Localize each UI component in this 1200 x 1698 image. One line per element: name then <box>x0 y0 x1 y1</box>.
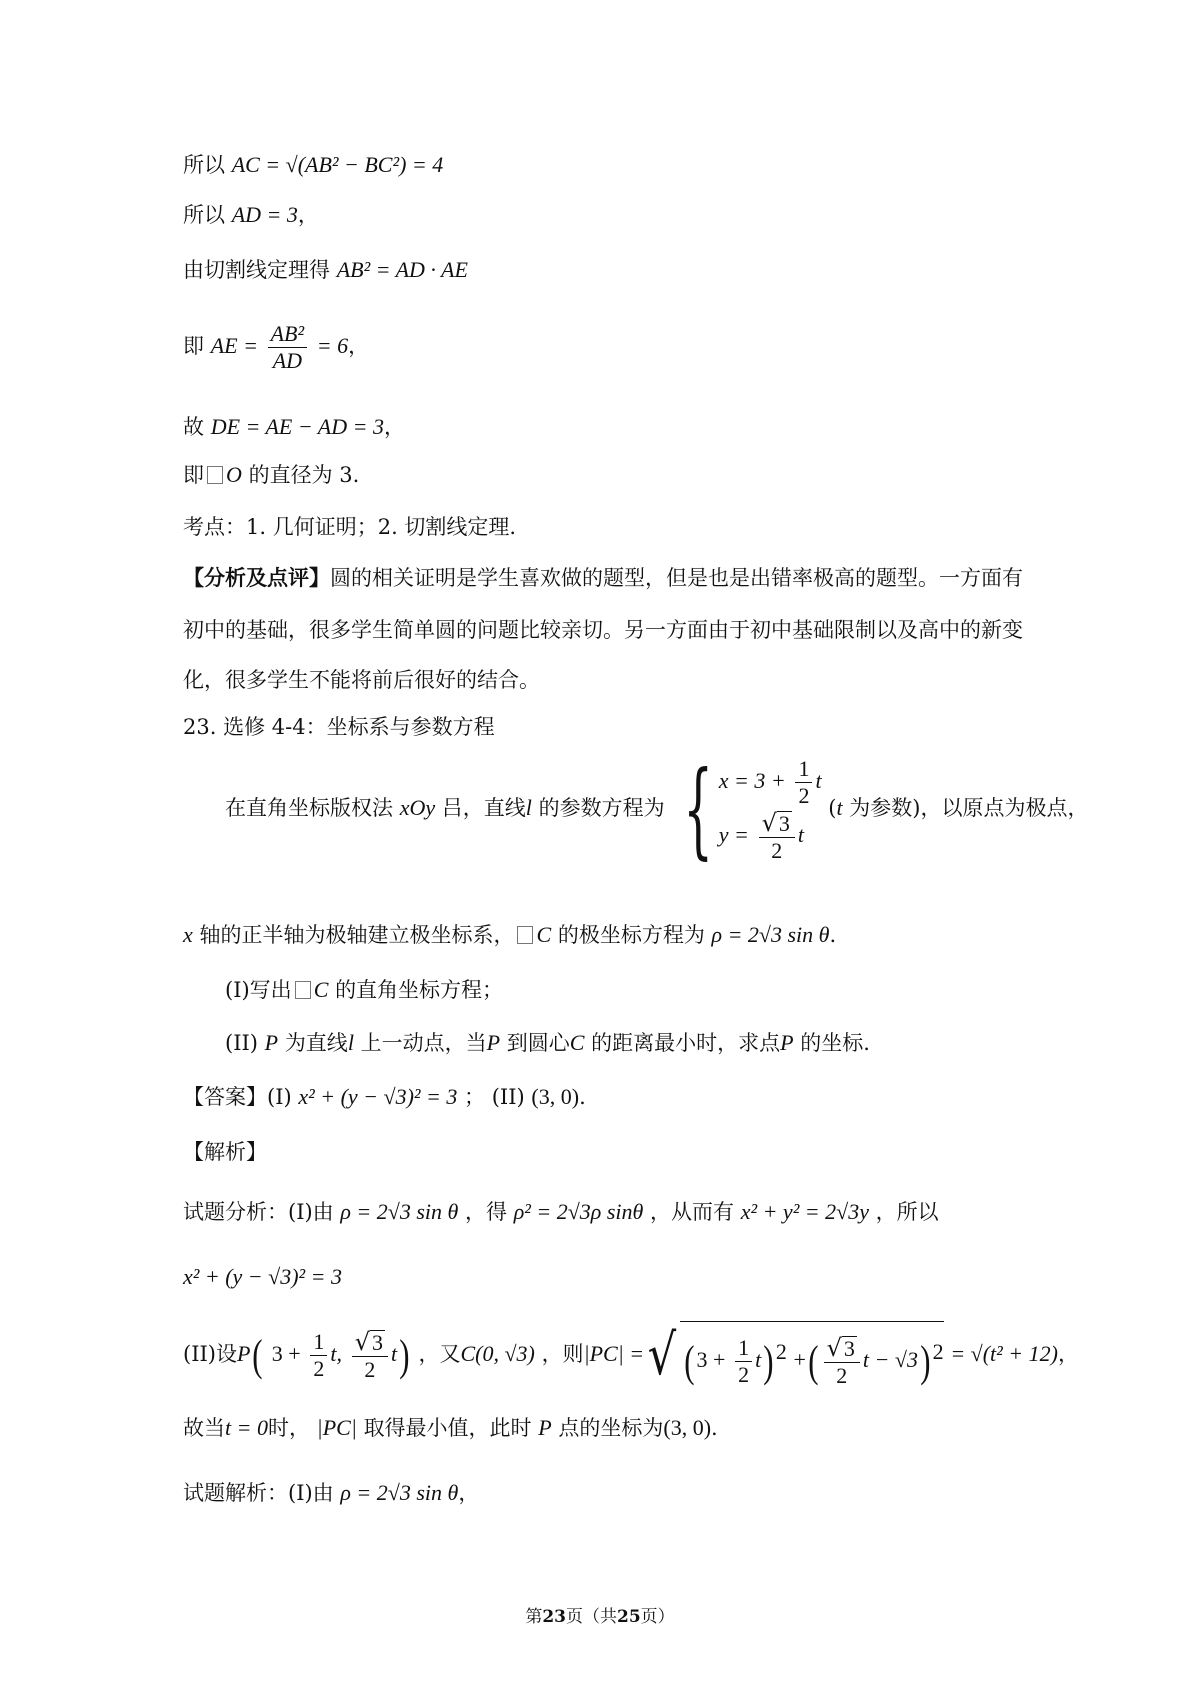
text: 所以 <box>183 153 225 177</box>
formula-point: (3, 0) <box>663 1415 712 1440</box>
paren-open: ( <box>684 1336 695 1386</box>
solution-line-secant <box>183 255 468 285</box>
var-t: t <box>815 768 822 793</box>
text: 由切割线定理得 <box>183 258 330 282</box>
text: 为直线 <box>284 1031 348 1055</box>
var-l: l <box>347 1030 354 1055</box>
paren-close: ) <box>920 1336 931 1386</box>
equation-x <box>719 755 822 809</box>
text: (II) <box>225 1031 258 1055</box>
text: 圆的相关证明是学生喜欢做的题型，但是也是出错率极高的题型。一方面有 <box>330 566 1023 590</box>
formula-ae-rhs: = 6 <box>316 333 349 358</box>
text: 取得最小值，此时 <box>363 1416 532 1440</box>
circle-symbol-icon <box>517 926 533 944</box>
formula-c: C(0, √3) <box>460 1341 535 1366</box>
formula-circle: x² + (y − √3)² = 3 <box>183 1264 342 1289</box>
fraction-denominator: AD <box>272 348 303 373</box>
fraction-sqrt3-2 <box>759 810 795 864</box>
solution-line-ae <box>183 318 369 374</box>
var-p: P <box>236 1341 251 1366</box>
text: 故当 <box>183 1416 225 1440</box>
radical-icon: √ <box>647 1322 677 1388</box>
var-xoy: xOy <box>399 794 436 820</box>
text: 的坐标. <box>800 1031 870 1055</box>
question-23-part-2 <box>225 1028 870 1058</box>
answer-eq-2: (3, 0) <box>531 1084 580 1109</box>
formula: t = 0 <box>225 1415 268 1440</box>
circle-name: O <box>226 462 242 487</box>
text: 所以 <box>183 203 225 227</box>
page-footer <box>0 1602 1200 1627</box>
radical-icon: √ <box>354 1327 370 1356</box>
text: 即 <box>183 463 204 487</box>
analysis-line-5 <box>183 1478 479 1508</box>
var-p: P <box>264 1030 279 1055</box>
formula-pc: |PC| = <box>583 1341 645 1366</box>
fraction-numerator: AB² <box>268 321 307 348</box>
var-p: P <box>538 1415 552 1440</box>
text: 在直角坐标版权法 <box>225 795 393 820</box>
plus: + <box>793 1347 806 1372</box>
fraction <box>735 1335 752 1388</box>
analysis-line-1 <box>183 1197 939 1227</box>
text: 3 + <box>271 1341 301 1366</box>
punct: ， <box>297 203 319 227</box>
analysis-line-2 <box>183 1262 342 1292</box>
formula-result: = √(t² + 12) <box>950 1341 1058 1366</box>
formula: ρ = 2√3 sin θ <box>340 1480 459 1505</box>
punct: ， <box>458 1481 480 1505</box>
paren-close: ) <box>763 1336 774 1386</box>
text: 试题解析：(I)由 <box>183 1481 334 1505</box>
text: 的参数方程为 <box>538 795 665 820</box>
var-p: P <box>486 1030 501 1055</box>
text: 页（共 <box>566 1607 617 1627</box>
exponent: 2 <box>932 1339 944 1364</box>
text: 即 <box>183 334 204 358</box>
text: t − √3 <box>862 1347 918 1372</box>
answer-line <box>183 1082 586 1112</box>
radical-icon: √ <box>761 808 777 837</box>
radical-icon: √ <box>826 1333 842 1362</box>
param-note: (t 为参数)，以原点为极点， <box>828 794 1089 820</box>
text: (II) <box>491 1085 525 1109</box>
paren-open: ( <box>252 1330 263 1380</box>
text: 轴的正半轴为极轴建立极坐标系， <box>199 923 515 947</box>
fraction <box>352 1329 388 1383</box>
fraction-denominator: 2 <box>738 1362 750 1387</box>
text: ，得 <box>465 1200 508 1224</box>
text: t, <box>330 1341 343 1366</box>
fraction-denominator: 2 <box>771 837 783 863</box>
answer-eq-1: x² + (y − √3)² = 3 <box>298 1084 458 1109</box>
eq-x-lhs: x = 3 + <box>718 768 786 793</box>
jiexi-label: 【解析】 <box>183 1140 267 1164</box>
formula-pc: |PC| <box>316 1415 357 1440</box>
analysis-line-4 <box>183 1413 718 1443</box>
radicand: 3 <box>372 1329 383 1355</box>
text: (I)写出 <box>225 978 292 1002</box>
text: 上一动点，当 <box>360 1031 487 1055</box>
text: ，从而有 <box>650 1200 735 1224</box>
analysis-line-3 <box>183 1316 1079 1392</box>
comment-line-1 <box>183 563 1023 593</box>
text: (II)设 <box>183 1342 237 1366</box>
fraction-numerator: 1 <box>795 756 812 783</box>
var-l: l <box>525 794 532 820</box>
circle-symbol-icon <box>295 981 311 999</box>
fraction <box>310 1329 327 1382</box>
fraction-numerator <box>759 810 795 838</box>
formula: ρ = 2√3 sin θ <box>340 1199 459 1224</box>
fraction-numerator: 1 <box>735 1335 752 1362</box>
text: 页） <box>640 1607 675 1627</box>
text: 第 <box>525 1607 543 1627</box>
formula-ad: AD = 3 <box>231 202 298 227</box>
formula: x² + y² = 2√3y <box>740 1199 869 1224</box>
distance-radicand <box>680 1321 944 1390</box>
punct: . <box>711 1416 718 1440</box>
kaodian: 考点：1. 几何证明；2. 切割线定理. <box>183 515 517 539</box>
text: 时， <box>267 1416 310 1440</box>
text: 吕，直线 <box>441 795 526 820</box>
var-t: t <box>755 1347 762 1372</box>
fraction-1-2 <box>795 756 812 809</box>
left-brace: { <box>682 748 713 871</box>
text: ，又 <box>418 1342 461 1366</box>
radicand: 3 <box>843 1335 855 1361</box>
var-p: P <box>780 1030 794 1055</box>
fraction-numerator: 1 <box>310 1329 327 1356</box>
text: 故 <box>183 415 204 439</box>
var-t: t <box>836 794 843 820</box>
question-23-intro <box>225 748 1089 871</box>
exponent: 2 <box>775 1339 787 1364</box>
page-number: 23 <box>542 1607 566 1627</box>
punct: ， <box>1057 1342 1079 1366</box>
punct: . <box>579 1085 586 1109</box>
text: 3 + <box>696 1347 726 1372</box>
fraction-numerator <box>824 1335 860 1363</box>
text: 的直角坐标方程； <box>335 978 504 1002</box>
page-total: 25 <box>617 1607 641 1627</box>
formula-polar: ρ = 2√3 sin θ <box>711 922 830 947</box>
var-t: t <box>797 822 805 847</box>
text: 试题分析：(I)由 <box>183 1200 334 1224</box>
text: 点的坐标为 <box>558 1416 664 1440</box>
question-23-part-1 <box>225 975 503 1005</box>
fraction-denominator: 2 <box>798 783 810 808</box>
solution-line-ad <box>183 200 319 230</box>
fraction <box>824 1335 860 1389</box>
formula-de: DE = AE − AD = 3 <box>210 414 384 439</box>
text: 的距离最小时，求点 <box>591 1031 781 1055</box>
text: ，所以 <box>875 1200 939 1224</box>
formula-ae-lhs: AE = <box>210 333 258 358</box>
paren-open: ( <box>808 1336 819 1386</box>
punct: ， <box>348 334 370 358</box>
fraction-denominator: 2 <box>313 1356 325 1381</box>
fraction-ab2-ad <box>268 321 307 374</box>
text: (I) <box>267 1085 292 1109</box>
equation-system <box>719 755 822 864</box>
text: 到圆心 <box>506 1031 570 1055</box>
circle-symbol-icon <box>207 466 223 484</box>
comment-heading: 【分析及点评】 <box>183 565 330 590</box>
equation-y <box>719 809 822 864</box>
eq-y-lhs: y = <box>718 822 749 847</box>
solution-line-diameter <box>183 460 359 490</box>
comment-line-3: 化，很多学生不能将前后很好的结合。 <box>183 668 540 692</box>
question-23-polar <box>183 920 836 950</box>
solution-line-de <box>183 412 405 442</box>
punct: ； <box>464 1085 486 1109</box>
solution-line-ac <box>183 150 443 180</box>
formula: ρ² = 2√3ρ sinθ <box>513 1199 644 1224</box>
text: 的极坐标方程为 <box>557 923 705 947</box>
paren-close: ) <box>399 1330 410 1380</box>
var-c: C <box>569 1030 585 1055</box>
answer-label: 【答案】 <box>183 1085 267 1109</box>
fraction-denominator: 2 <box>836 1362 848 1388</box>
radicand: 3 <box>778 810 790 836</box>
var-x: x <box>183 922 193 947</box>
fraction-numerator <box>352 1329 388 1357</box>
formula-secant: AB² = AD · AE <box>336 257 468 282</box>
var-c: C <box>313 977 329 1002</box>
text: ，则 <box>541 1342 584 1366</box>
text: 为参数)，以原点为极点， <box>849 795 1089 820</box>
text: 的直径为 3. <box>248 463 360 487</box>
question-23-title: 23. 选修 4-4：坐标系与参数方程 <box>183 715 495 739</box>
fraction-denominator: 2 <box>364 1356 376 1382</box>
formula-ac: AC = √(AB² − BC²) = 4 <box>231 152 444 177</box>
var-c: C <box>536 922 552 947</box>
punct: ， <box>383 415 405 439</box>
punct: . <box>829 923 837 947</box>
comment-line-2: 初中的基础，很多学生简单圆的问题比较亲切。另一方面由于初中基础限制以及高中的新变 <box>183 618 1023 642</box>
var-t: t <box>391 1341 398 1366</box>
